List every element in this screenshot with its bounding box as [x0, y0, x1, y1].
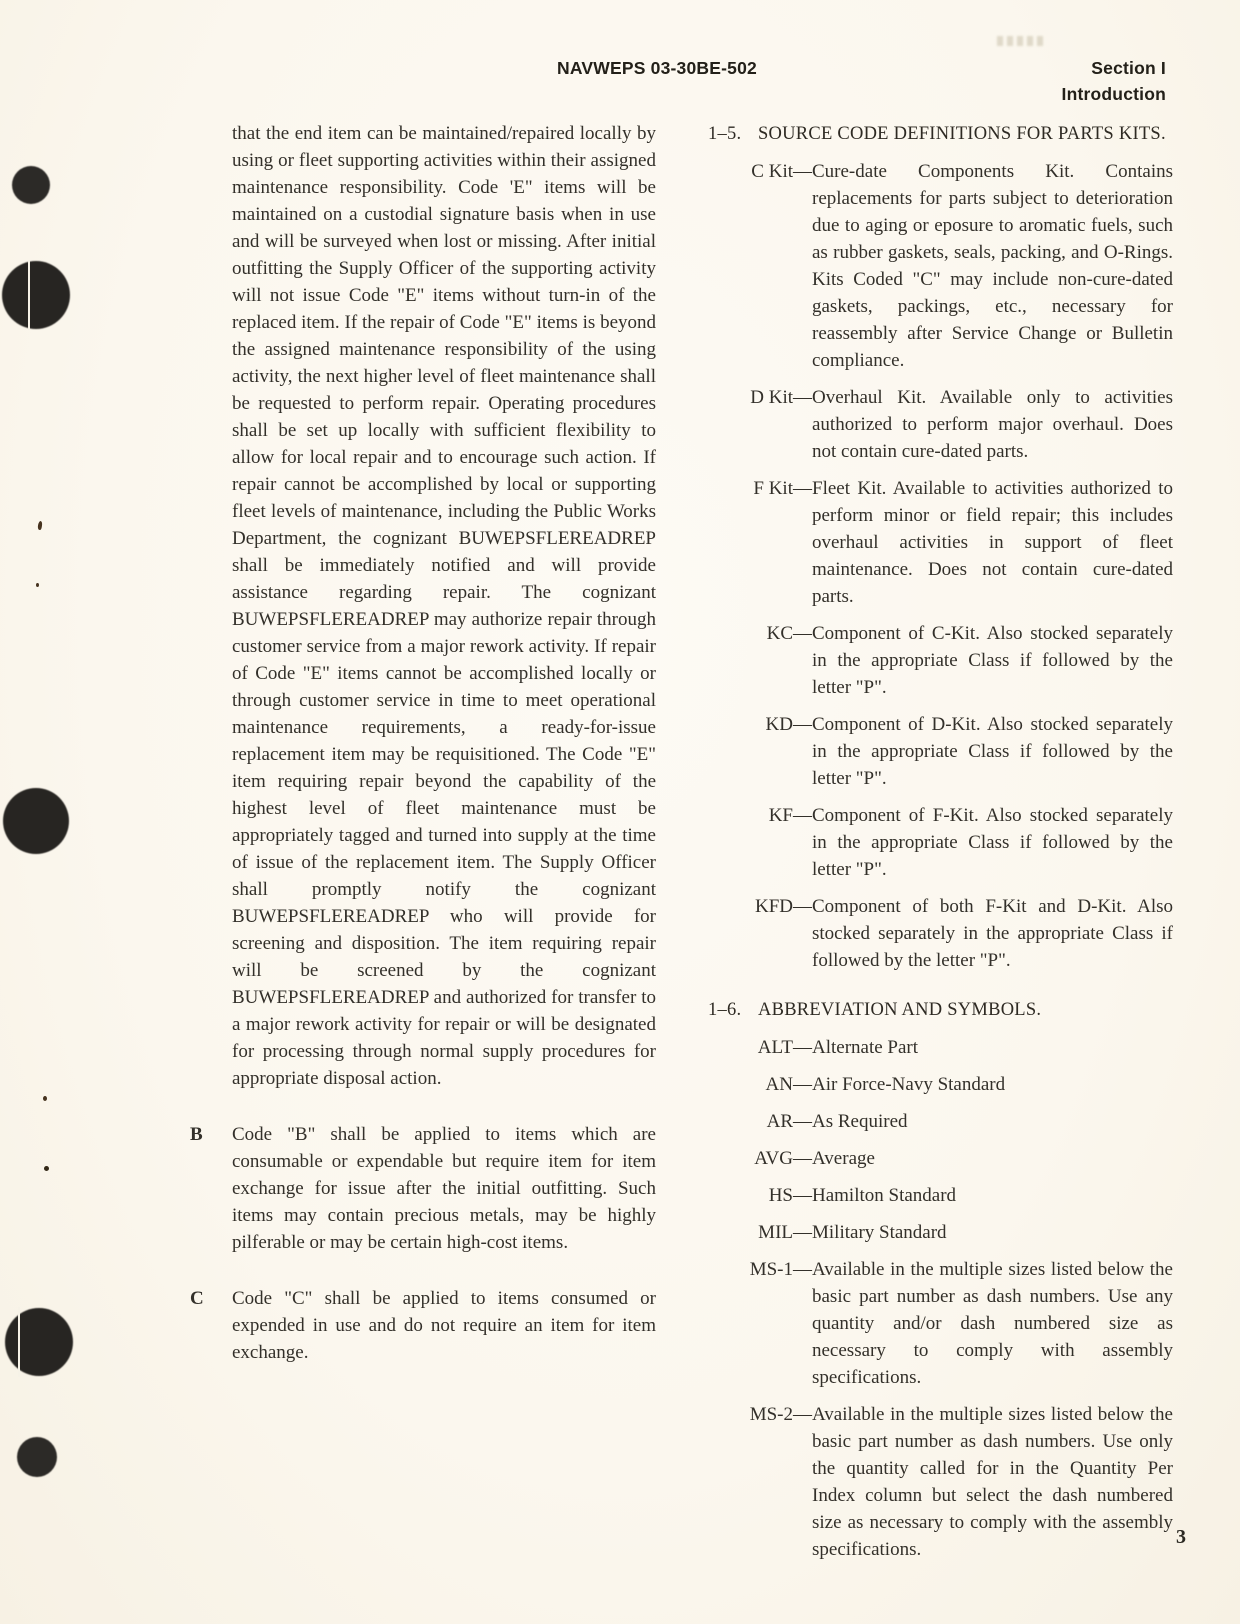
hole-punch-mark	[3, 788, 69, 854]
abbreviation-item	[685, 1071, 1173, 1098]
code-letter: C	[190, 1288, 204, 1309]
term-separator: —	[793, 1185, 812, 1206]
ink-speck	[37, 521, 43, 531]
abbreviation-item	[685, 1145, 1173, 1172]
abbreviation-definition: As Required	[812, 1111, 908, 1132]
section-subtitle: Introduction	[1061, 84, 1166, 104]
term-separator: —	[793, 1074, 812, 1095]
term-separator: —	[793, 478, 812, 499]
abbreviation-term: AR	[766, 1111, 793, 1132]
kit-definition-item	[685, 158, 1173, 374]
abbreviation-definition: Available in the multiple sizes listed below the basic part number as dash numbers. Use only the quantity called for in the Quantity Per Index column but select the dash numbered size as necessary to comply with the assembly specifications.	[812, 1404, 1173, 1560]
abbreviation-term: MS-2	[749, 1404, 793, 1425]
section-1-5-title: SOURCE CODE DEFINITIONS FOR PARTS KITS.	[758, 124, 1166, 144]
code-text: Code "C" shall be applied to items consumed or expended in use and do not require an item for item exchange.	[232, 1288, 656, 1363]
abbreviation-item	[685, 1219, 1173, 1246]
term-separator: —	[793, 1037, 812, 1058]
abbreviation-item	[685, 1182, 1173, 1209]
kit-term: KC	[766, 623, 793, 644]
kit-definition: Component of D-Kit. Also stocked separately in the appropriate Class if followed by the letter "P".	[812, 714, 1173, 789]
kit-definition: Component of F-Kit. Also stocked separately in the appropriate Class if followed by the letter "P".	[812, 805, 1173, 880]
ink-speck	[43, 1096, 47, 1101]
kit-term: KF	[768, 805, 793, 826]
abbreviation-term: MIL	[758, 1222, 793, 1243]
scan-line-artifact	[28, 260, 30, 330]
term-separator: —	[793, 387, 812, 408]
section-1-5-heading	[708, 120, 1173, 148]
code-letter: B	[190, 1124, 203, 1145]
term-separator: —	[793, 1111, 812, 1132]
kit-definition-item	[685, 802, 1173, 883]
left-column	[190, 120, 656, 1366]
abbreviation-definition: Air Force-Navy Standard	[812, 1074, 1006, 1095]
kit-definition: Component of both F-Kit and D-Kit. Also stocked separately in the appropriate Class if followed by the letter "P".	[812, 896, 1173, 971]
kit-term: F Kit	[753, 478, 793, 499]
abbreviation-term: HS	[768, 1185, 793, 1206]
abbreviation-term: ALT	[757, 1037, 793, 1058]
abbreviation-item	[685, 1256, 1173, 1391]
page-number: 3	[1176, 1526, 1186, 1548]
kit-definition-list	[685, 158, 1173, 974]
kit-definition-item	[685, 620, 1173, 701]
abbreviation-item	[685, 1108, 1173, 1135]
scan-line-artifact	[18, 1307, 20, 1377]
right-column	[685, 120, 1173, 1563]
section-header	[880, 55, 1166, 107]
kit-definition-item	[685, 711, 1173, 792]
document-number: NAVWEPS 03-30BE-502	[557, 58, 757, 78]
term-separator: —	[793, 1404, 812, 1425]
abbreviation-term: AN	[765, 1074, 793, 1095]
abbreviation-definition: Average	[812, 1148, 875, 1169]
section-1-6-number: 1–6.	[708, 1000, 742, 1020]
abbreviation-item	[685, 1034, 1173, 1061]
term-separator: —	[793, 161, 812, 182]
abbreviation-term: MS-1	[749, 1259, 793, 1280]
section-label: Section I	[1091, 58, 1166, 78]
ink-speck	[44, 1166, 49, 1171]
kit-term: KD	[765, 714, 793, 735]
kit-term: KFD	[754, 896, 793, 917]
kit-definition: Cure-date Components Kit. Contains replacements for parts subject to deterioration due to aging or eposure to aromatic fuels, such as rubber gaskets, seals, packing, and O-Rings. Kits Coded "C" may include non-cure-dated gaskets, packings, etc., necessary for reassembly after Service Change or Bulletin compliance.	[812, 161, 1173, 371]
code-item-list	[190, 1121, 656, 1366]
abbreviation-definition: Available in the multiple sizes listed below the basic part number as dash numbers. Use any quantity and/or dash numbered size as necessary to comply with assembly specifications.	[812, 1259, 1173, 1388]
abbreviation-definition: Alternate Part	[812, 1037, 919, 1058]
abbreviation-definition: Hamilton Standard	[812, 1185, 957, 1206]
code-item	[190, 1121, 656, 1256]
code-item	[190, 1285, 656, 1366]
ink-speck	[36, 583, 39, 587]
term-separator: —	[793, 1259, 812, 1280]
term-separator: —	[793, 1148, 812, 1169]
term-separator: —	[793, 1222, 812, 1243]
abbreviation-list	[685, 1034, 1173, 1563]
abbreviation-definition: Military Standard	[812, 1222, 947, 1243]
kit-term: C Kit	[751, 161, 793, 182]
abbreviation-item	[685, 1401, 1173, 1563]
kit-definition-item	[685, 475, 1173, 610]
kit-definition: Fleet Kit. Available to activities authorized to perform minor or field repair; this includes overhaul activities in support of fleet maintenance. Does not contain cure-dated parts.	[812, 478, 1173, 607]
hole-punch-mark	[12, 166, 50, 204]
kit-definition-item	[685, 384, 1173, 465]
scan-smudge	[997, 36, 1043, 46]
hole-punch-mark	[17, 1437, 57, 1477]
hole-punch-mark	[2, 261, 70, 329]
kit-definition: Component of C-Kit. Also stocked separately in the appropriate Class if followed by the letter "P".	[812, 623, 1173, 698]
term-separator: —	[793, 805, 812, 826]
term-separator: —	[793, 714, 812, 735]
kit-definition-item	[685, 893, 1173, 974]
continued-paragraph: that the end item can be maintained/repaired locally by using or fleet supporting activities within their assigned maintenance responsibility. Code 'E" items will be maintained on a custodial signature basis when in use and will be surveyed when lost or missing. After initial outfitting the Supply Officer of the supporting activity will not issue Code "E" items without turn-in of the replaced item. If the repair of Code "E" items is beyond the assigned maintenance responsibility of the using activity, the next higher level of fleet maintenance shall be requested to perform repair. Operating procedures shall be set up locally with sufficient flexibility to allow for local repair and to encourage such action. If repair cannot be accomplished by local or supporting fleet levels of maintenance, including the Public Works Department, the cognizant BUWEPSFLEREADREP shall be immediately notified and will provide assistance regarding repair. The cognizant BUWEPSFLEREADREP may authorize repair through customer service from a major rework activity. If repair of Code "E" items cannot be accomplished locally or through customer service in time to meet operational maintenance requirements, a ready-for-issue replacement item may be requisitioned. The Code "E" item requiring repair beyond the capability of the highest level of fleet maintenance must be appropriately tagged and turned into supply at the time of issue of the replacement item. The Supply Officer shall promptly notify the cognizant BUWEPSFLEREADREP who will provide for screening and disposition. The item requiring repair will be screened by the cognizant BUWEPSFLEREADREP and authorized for transfer to a major rework activity for repair or will be designated for processing through normal supply procedures for appropriate disposal action.	[232, 123, 656, 1089]
term-separator: —	[793, 896, 812, 917]
term-separator: —	[793, 623, 812, 644]
hole-punch-mark	[5, 1308, 73, 1376]
kit-term: D Kit	[750, 387, 793, 408]
section-1-6-title: ABBREVIATION AND SYMBOLS.	[758, 1000, 1042, 1020]
kit-definition: Overhaul Kit. Available only to activities authorized to perform major overhaul. Does not contain cure-dated parts.	[812, 387, 1173, 462]
section-1-5-number: 1–5.	[708, 124, 742, 144]
section-1-6-heading	[708, 996, 1173, 1024]
code-text: Code "B" shall be applied to items which are consumable or expendable but require item for item exchange for issue after the initial outfitting. Such items may contain precious metals, may be highly pilferable or may be certain high-cost items.	[232, 1124, 656, 1253]
abbreviation-term: AVG	[754, 1148, 793, 1169]
